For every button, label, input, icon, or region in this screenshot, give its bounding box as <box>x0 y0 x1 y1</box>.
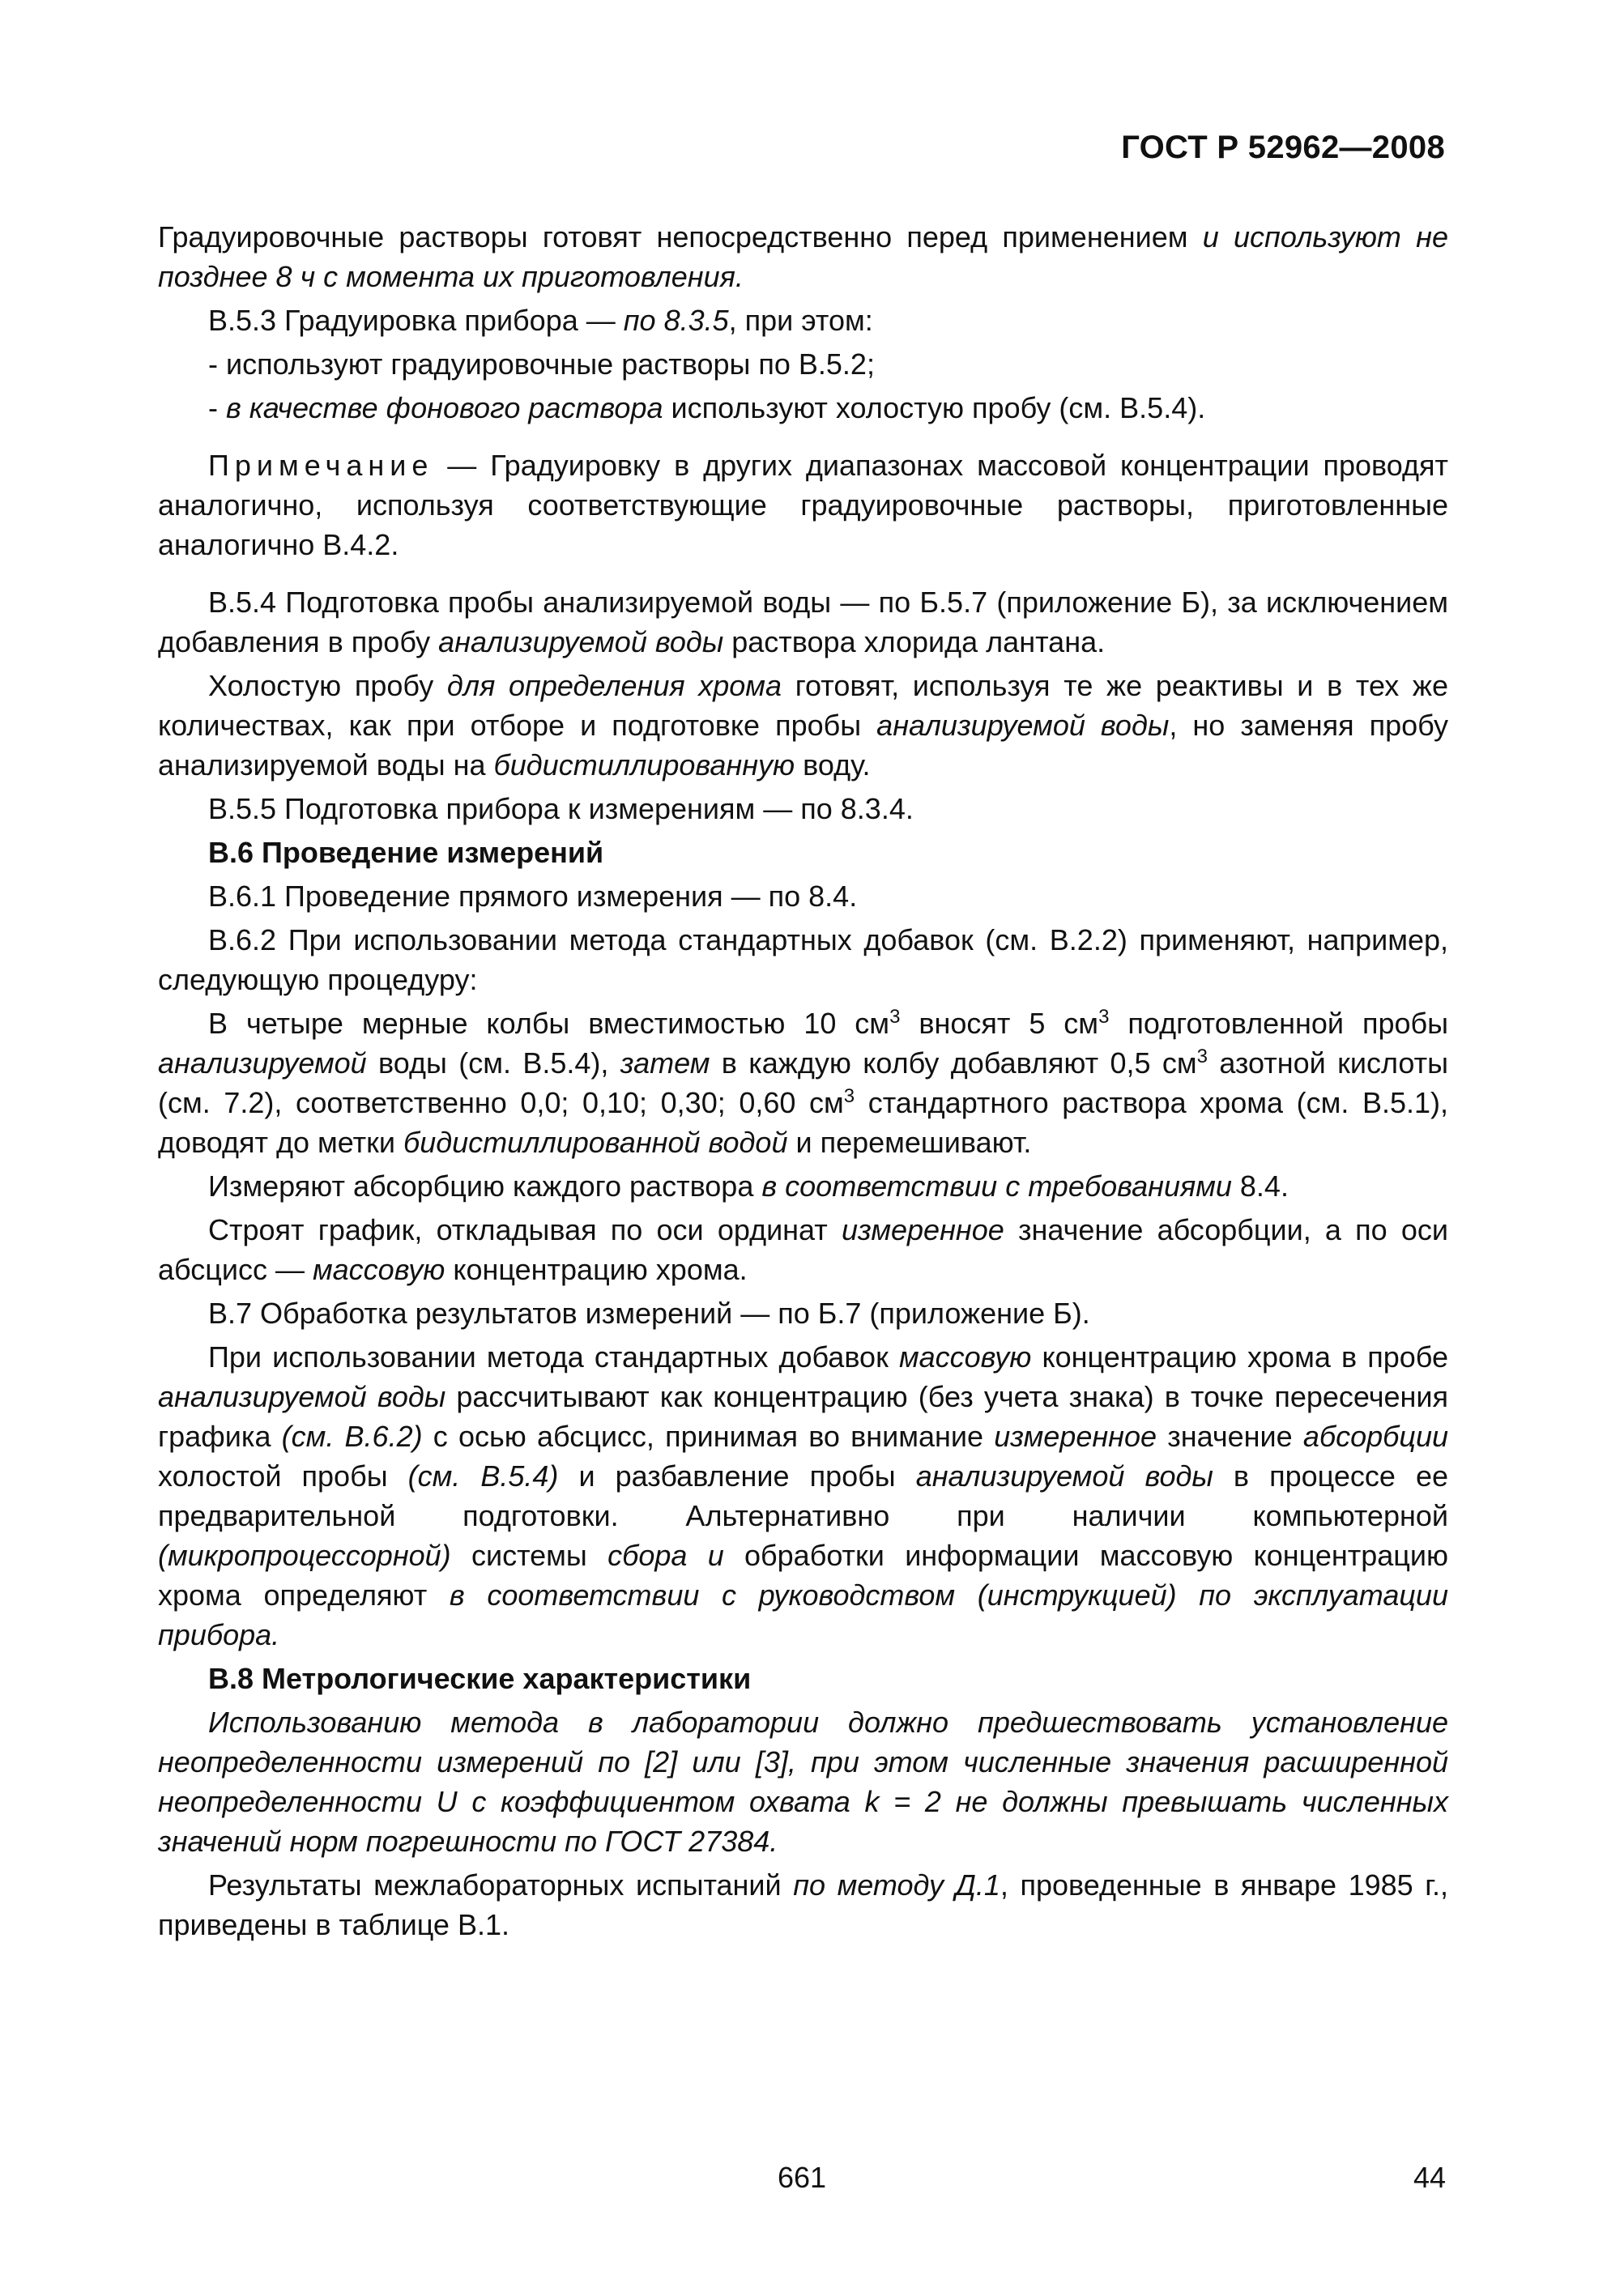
paragraph-graph: Строят график, откладывая по оси ординат измеренное значение абсорбции, а по оси абсцисс — массовую концентрацию хрома. <box>158 1213 1448 1286</box>
paragraph-measure: Измеряют абсорбцию каждого раствора в соответствии с требованиями 8.4. <box>208 1169 1289 1203</box>
paragraph-b5-4: В.5.4 Подготовка пробы анализируемой воды — по Б.5.7 (приложение Б), за исключением добавления в пробу анализируемой воды раствора хлорида лантана. <box>158 586 1448 658</box>
paragraph-blank-sample: Холостую пробу для определения хрома готовят, используя те же реактивы и в тех же количествах, как при отборе и подготовке пробы анализируемой воды, но заменяя пробу анализируемой воды на бидистиллированную воду. <box>158 669 1449 782</box>
heading-b6: В.6 Проведение измерений <box>208 836 604 869</box>
paragraph-b7: В.7 Обработка результатов измерений — по Б.7 (приложение Б). <box>208 1297 1090 1330</box>
paragraph-metrology: Использованию метода в лаборатории должно предшествовать установление неопределенности измерений по [2] или [3], при этом численные значения расширенной неопределенности U с коэффициентом охвата k = 2 не должны превышать численных значений норм погрешности по ГОСТ 27384. <box>158 1706 1448 1858</box>
heading-b8: В.8 Метрологические характеристики <box>208 1662 752 1695</box>
paragraph-b6-1: В.6.1 Проведение прямого измерения — по 8.4. <box>208 880 858 913</box>
paragraph-b6-2: В.6.2 При использовании метода стандартных добавок (см. В.2.2) применяют, например, следующую процедуру: <box>158 923 1448 996</box>
paragraph-b5-5: В.5.5 Подготовка прибора к измерениям — по 8.3.4. <box>208 792 914 825</box>
paragraph-results: Результаты межлабораторных испытаний по методу Д.1, проведенные в январе 1985 г., приведены в таблице В.1. <box>158 1868 1448 1941</box>
list-item-2: - в качестве фонового раствора используют холостую пробу (см. В.5.4). <box>208 391 1206 424</box>
paragraph-calculation: При использовании метода стандартных добавок массовую концентрацию хрома в пробе анализируемой воды рассчитывают как концентрацию (без учета знака) в точке пересечения графика (см. В.6.2) с осью абсцисс, принимая во внимание измеренное значение абсорбции холостой пробы (см. В.5.4) и разбавление пробы анализируемой воды в процессе ее предварительной подготовки. Альтернативно при наличии компьютерной (микропроцессорной) системы сбора и обработки информации массовую концентрацию хрома определяют в соответствии с руководством (инструкцией) по эксплуатации прибора. <box>158 1340 1449 1651</box>
footer-page-number-center: 661 <box>778 2161 827 2194</box>
footer-page-number-right: 44 <box>1413 2161 1446 2194</box>
note-paragraph: Примечание — Градуировку в других диапазонах массовой концентрации проводят аналогично, используя соответствующие градуировочные растворы, приготовленные аналогично В.4.2. <box>158 449 1448 561</box>
paragraph-b5-3: В.5.3 Градуировка прибора — по 8.3.5, при этом: <box>208 304 873 337</box>
paragraph-flasks: В четыре мерные колбы вместимостью 10 $см^3$ вносят 5 $см^3$ подготовленной пробы анализируемой воды (см. В.5.4), затем в каждую колбу добавляют 0,5 $см^3$ азотной кислоты (см. 7.2), соответственно 0,0; 0,10; 0,30; 0,60 $см^3$ стандартного раствора хрома (см. В.5.1), доводят до метки бидистиллированной водой и перемешивают. <box>158 1006 1448 1159</box>
document-header: ГОСТ Р 52962—2008 <box>1121 130 1445 165</box>
list-item-1: - используют градуировочные растворы по В.5.2; <box>208 347 875 381</box>
paragraph-calibration-solutions: Градуировочные растворы готовят непосредственно перед применением и используют не позднее 8 ч с момента их приготовления. <box>158 220 1448 293</box>
document-body <box>158 217 1448 1949</box>
